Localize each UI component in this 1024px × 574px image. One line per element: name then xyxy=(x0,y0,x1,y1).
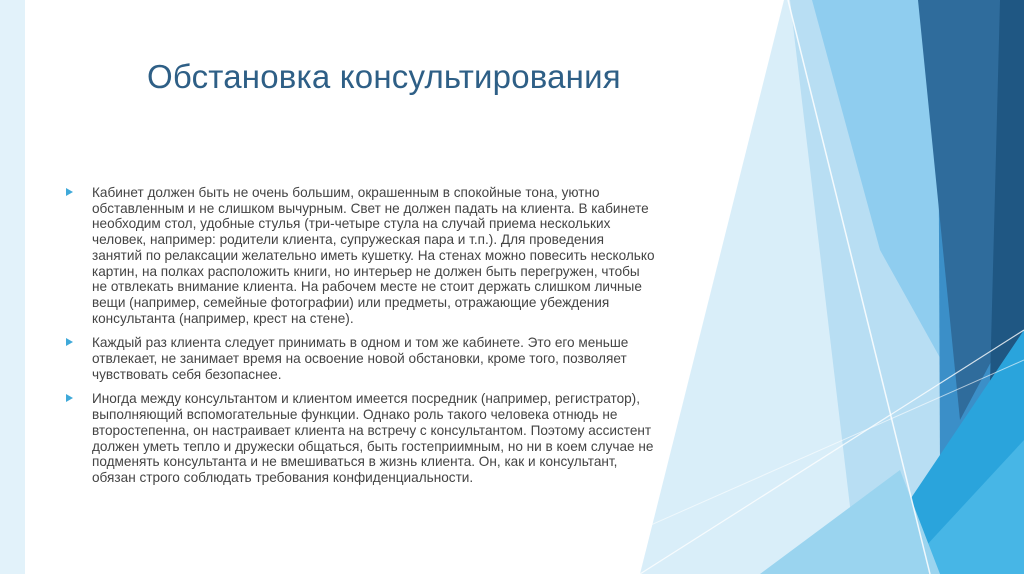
bullet-item xyxy=(64,335,784,382)
bullet-line: отвлекает, не занимает время на освоение новой обстановки, кроме того, позволяет xyxy=(92,351,627,367)
bullet-line: вещи (например, семейные фотографии) или предметы, отражающие убеждения xyxy=(92,294,610,310)
bullet-line: второстепенна, он настраивает клиента на встречу с консультантом. Поэтому ассистент xyxy=(92,422,652,438)
bullet-arrow-icon xyxy=(66,338,73,346)
bullet-line: Каждый раз клиента следует принимать в одном и том же кабинете. Это его меньше xyxy=(92,335,629,351)
bullet-line: Кабинет должен быть не очень большим, окрашенным в спокойные тона, уютно xyxy=(92,185,600,200)
bullet-item xyxy=(64,185,784,326)
bullet-line: подменять консультанта и не вмешиваться в жизнь клиента. Он, как и консультант, xyxy=(92,454,618,470)
bullet-item xyxy=(64,391,784,485)
bullet-arrow-icon xyxy=(66,394,73,402)
bullet-list xyxy=(64,185,784,495)
bullet-line: картин, на полках расположить книги, но интерьер не должен быть перегружен, чтобы xyxy=(92,263,640,279)
bullet-line: обставленным и не слишком вычурным. Свет не должен падать на клиента. В кабинете xyxy=(92,200,649,216)
bullet-line: занятий по релаксации желательно иметь кушетку. На стенах можно повесить несколько xyxy=(92,247,655,263)
bullet-line: Иногда между консультантом и клиентом имеется посредник (например, регистратор), xyxy=(92,391,640,407)
bullet-line: чувствовать себя безопаснее. xyxy=(92,366,282,382)
left-accent-strip xyxy=(0,0,25,574)
slide-title: Обстановка консультирования xyxy=(147,58,621,95)
bullet-line: необходим стол, удобные стулья (три-четыре стула на случай приема нескольких xyxy=(92,216,611,232)
bullet-line: человек, например: родители клиента, супружеская пара и т.п.). Для проведения xyxy=(92,232,604,248)
bullet-line: консультанта (например, крест на стене). xyxy=(92,310,354,326)
bullet-arrow-icon xyxy=(66,188,73,196)
bullet-line: выполняющий вспомогательные функции. Однако роль такого человека отнюдь не xyxy=(92,407,618,423)
bullet-line: обязан строго соблюдать требования конфиденциальности. xyxy=(92,469,474,485)
bullet-line: не отвлекать внимание клиента. На рабочем месте не стоит держать слишком личные xyxy=(92,279,642,295)
bullet-line: должен уметь тепло и дружески общаться, быть гостеприимным, но ни в коем случае не xyxy=(92,438,654,454)
